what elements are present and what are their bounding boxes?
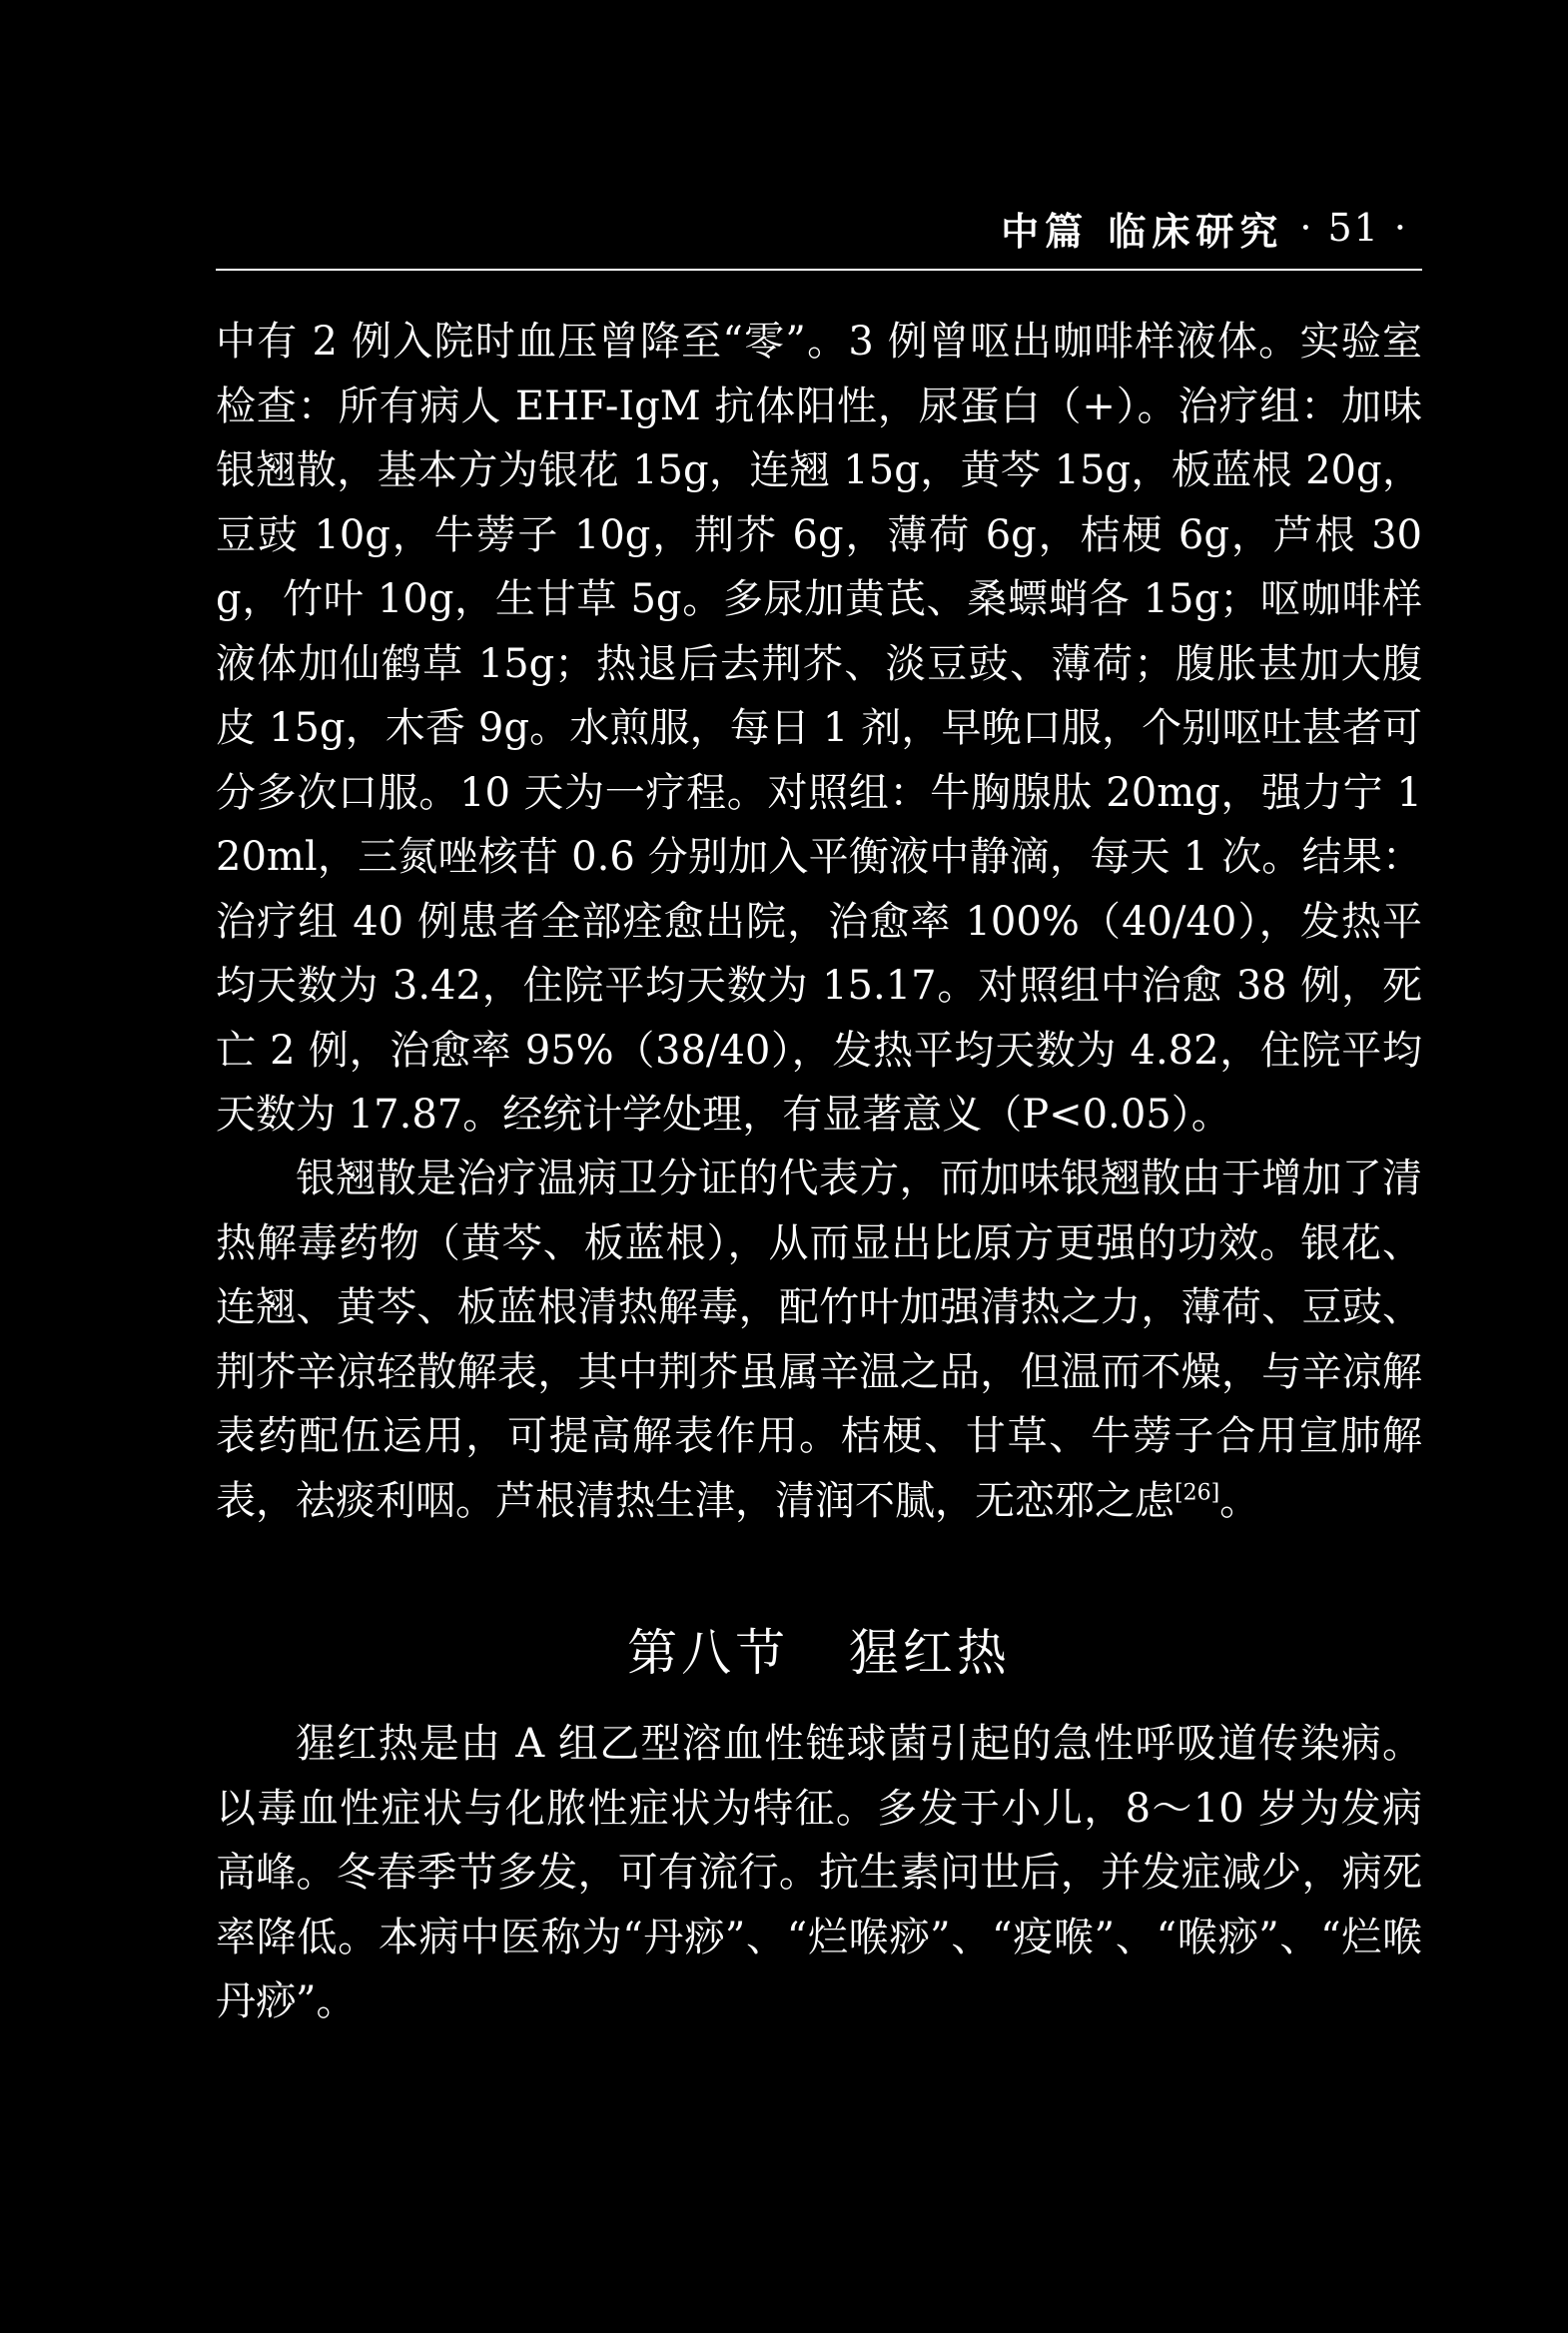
paragraph-text: 中有 2 例入院时血压曾降至“零”。3 例曾呕出咖啡样液体。实验室检查：所有病人 EHF-IgM 抗体阳性，尿蛋白（+）。治疗组：加味银翘散，基本方为银花 15g，连翘 15g，黄芩 15g，板蓝根 20g，豆豉 10g，牛蒡子 10g，荆芥 6g，薄荷 6g，桔梗 6g，芦根 30g，竹叶 10g，生甘草 5g。多尿加黄芪、桑螵蛸各 15g；呕咖啡样液体加仙鹤草 15g；热退后去荆芥、淡豆豉、薄荷；腹胀甚加大腹皮 15g，木香 9g。水煎服，每日 1 剂，早晚口服，个别呕吐甚者可分多次口服。10 天为一疗程。对照组：牛胸腺肽 20mg，强力宁 120ml，三氮唑核苷 0.6 分别加入平衡液中静滴，每天 1 次。结果：治疗组 40 例患者全部痊愈出院，治愈率 100%（40/40），发热平均天数为 3.42，住院平均天数为 15.17。对照组中治愈 38 例，死亡 2 例，治愈率 95%（38/40），发热平均天数为 4.82，住院平均天数为 17.87。经统计学处理，有显著意义（P<0.05）。 bbox=[216, 319, 1422, 1138]
section-heading: 第八节 猩红热 bbox=[627, 1624, 1011, 1682]
paragraph-end: 。 bbox=[1219, 1477, 1260, 1524]
page-number: · 51 · bbox=[1299, 206, 1408, 250]
paragraph-body: 银翘散是治疗温病卫分证的代表方，而加味银翘散由于增加了清热解毒药物（黄芩、板蓝根），从而显出比原方更强的功效。银花、连翘、黄芩、板蓝根清热解毒，配竹叶加强清热之力，薄荷、豆豉、荆芥辛凉轻散解表，其中荆芥虽属辛温之品，但温而不燥，与辛凉解表药配伍运用，可提高解表作用。桔梗、甘草、牛蒡子合用宣肺解表，祛痰利咽。芦根清热生津，清润不腻，无恋邪之虑 bbox=[216, 1156, 1422, 1524]
running-header-title: 中篇 临床研究 bbox=[1001, 208, 1284, 254]
paragraph-scarlet-fever-intro bbox=[216, 1712, 1422, 2034]
paragraph-text: 猩红热是由 A 组乙型溶血性链球菌引起的急性呼吸道传染病。以毒血性症状与化脓性症状为特征。多发于小儿，8～10 岁为发病高峰。冬春季节多发，可有流行。抗生素问世后，并发症减少，病死率降低。本病中医称为“丹痧”、“烂喉痧”、“疫喉”、“喉痧”、“烂喉丹痧”。 bbox=[216, 1721, 1422, 2024]
running-header bbox=[869, 198, 1408, 258]
paragraph-text bbox=[216, 1147, 1422, 1533]
header-rule bbox=[216, 269, 1422, 271]
paragraph-treatment-results bbox=[216, 310, 1422, 1148]
citation-marker: [26] bbox=[1175, 1480, 1220, 1506]
paragraph-yinqiao-analysis bbox=[216, 1147, 1422, 1533]
